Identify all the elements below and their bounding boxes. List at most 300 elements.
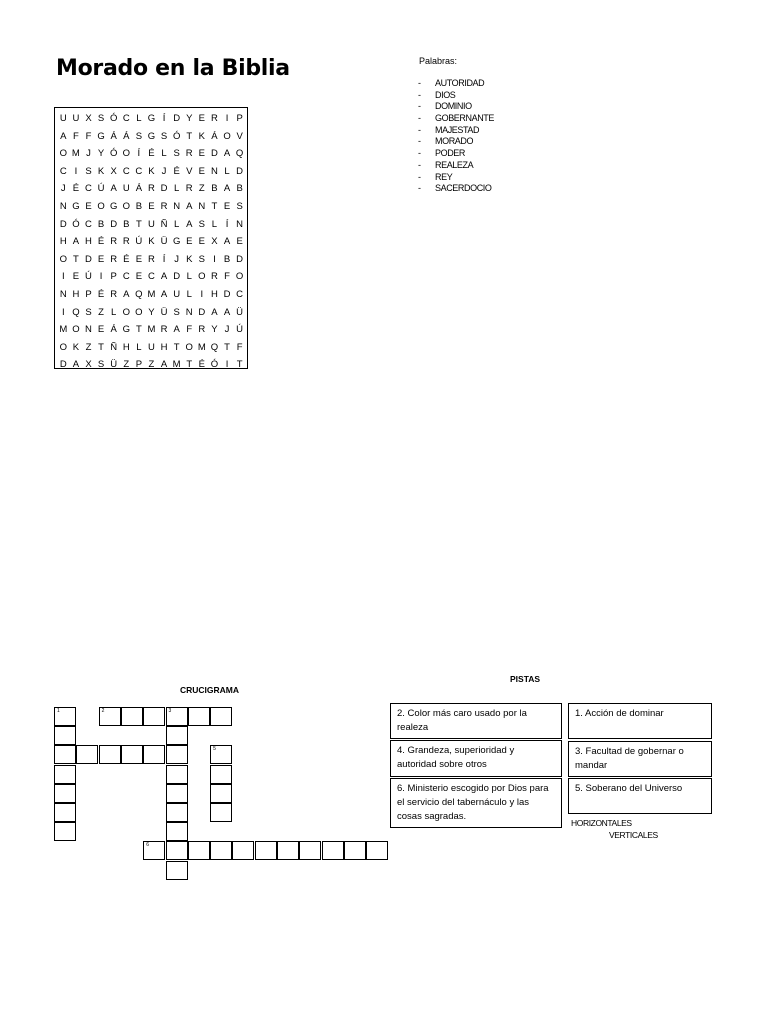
word-search-letter: E — [97, 253, 105, 265]
word-search-letter: P — [85, 288, 92, 300]
word-search-letter: X — [85, 359, 92, 371]
crossword-cell[interactable] — [210, 803, 232, 822]
word-search-letter: O — [59, 341, 67, 353]
crossword-cell[interactable] — [99, 745, 121, 764]
word-search-letter: Ú — [236, 324, 244, 336]
word-search-letter: Q — [72, 306, 80, 318]
word-search-letter: K — [72, 341, 80, 353]
word-search-letter: G — [147, 113, 156, 124]
word-search-letter: M — [147, 324, 156, 336]
word-search-letter: Ü — [160, 236, 168, 248]
word-search-letter: G — [72, 200, 80, 212]
word-search-letter: É — [97, 288, 105, 300]
word-search-letter: P — [110, 271, 117, 283]
word-search-letter: K — [148, 236, 155, 248]
word-search-letter: I — [213, 253, 216, 265]
word-search-letter: L — [186, 288, 192, 300]
word-search-letter: T — [72, 253, 79, 265]
crossword-cell[interactable] — [322, 841, 344, 860]
crossword-cell[interactable] — [166, 861, 188, 880]
word-search-letter: P — [135, 359, 143, 371]
word-search-letter: Q — [135, 288, 143, 300]
word-search-letter: C — [122, 271, 130, 283]
crossword-cell[interactable] — [54, 822, 76, 841]
word-search-letter: A — [160, 271, 168, 283]
crossword-cell[interactable] — [54, 707, 76, 726]
word-search-letter: C — [85, 218, 92, 230]
crossword-clue-number: 1 — [57, 708, 60, 714]
crossword-cell[interactable] — [54, 726, 76, 745]
word-list-word: DIOS — [435, 89, 456, 100]
word-search-letter: D — [236, 253, 244, 265]
crossword-cell[interactable] — [121, 707, 143, 726]
word-search-letter: A — [223, 148, 231, 160]
word-search-letter: B — [211, 183, 218, 195]
word-list-item — [418, 78, 494, 90]
word-search-letter: A — [186, 200, 193, 212]
word-list-word: SACERDOCIO — [435, 183, 492, 194]
word-search-letter: O — [223, 130, 231, 142]
word-search-letter: F — [236, 341, 243, 353]
word-list-word: AUTORIDAD — [435, 78, 485, 88]
word-search-letter: Ú — [85, 271, 92, 283]
word-search-letter: J — [161, 165, 167, 177]
word-search-letter: J — [86, 148, 91, 160]
word-search-row — [57, 163, 247, 181]
word-search-letter: A — [72, 359, 80, 371]
word-search-letter: S — [135, 130, 143, 142]
word-search-letter: N — [198, 200, 206, 212]
word-search-row — [57, 339, 247, 357]
word-search-letter: Í — [162, 253, 166, 265]
word-search-letter: T — [236, 359, 243, 371]
bullet-dash: - — [418, 159, 421, 170]
word-search-letter: D — [160, 183, 168, 195]
word-search-letter: F — [224, 271, 230, 283]
word-search-letter: Á — [110, 324, 117, 336]
crossword-cell[interactable] — [166, 784, 188, 803]
word-search-letter: A — [160, 359, 168, 371]
word-search-letter: I — [61, 271, 65, 283]
word-search-letter: B — [236, 183, 243, 195]
word-search-letter: D — [236, 165, 244, 177]
word-search-letter: U — [122, 183, 130, 195]
horizontal-label: HORIZONTALES — [571, 818, 632, 828]
crossword-cell[interactable] — [143, 841, 165, 860]
word-search-letter: R — [210, 271, 218, 283]
word-search-letter: S — [236, 200, 243, 212]
word-search-letter: N — [85, 324, 92, 336]
crossword-cell[interactable] — [166, 841, 188, 860]
word-search-letter: F — [186, 324, 193, 336]
word-search-letter: T — [173, 341, 180, 353]
word-search-letter: T — [186, 359, 193, 371]
word-search-letter: E — [236, 236, 243, 248]
crossword-title: CRUCIGRAMA — [180, 685, 240, 695]
word-search-letter: J — [174, 253, 180, 265]
word-search-row — [57, 321, 247, 339]
word-search-letter: M — [197, 341, 206, 353]
word-search-letter: U — [148, 218, 155, 230]
bullet-dash: - — [418, 136, 421, 147]
word-search-letter: E — [85, 200, 92, 212]
crossword-cell[interactable] — [188, 707, 210, 726]
word-search-letter: Z — [123, 359, 130, 371]
crossword-cell[interactable] — [210, 841, 232, 860]
word-search-letter: É — [123, 253, 130, 265]
word-search-letter: F — [85, 130, 92, 142]
crossword-cell[interactable] — [166, 822, 188, 841]
word-search-letter: Y — [148, 306, 155, 318]
word-search-letter: R — [148, 253, 155, 265]
bullet-dash: - — [418, 89, 421, 100]
word-search-letter: R — [160, 200, 168, 212]
vertical-label: VERTICALES — [609, 830, 658, 840]
crossword-cell[interactable] — [54, 803, 76, 822]
word-search-letter: R — [110, 253, 118, 265]
word-list-item — [418, 136, 494, 148]
clues-title: PISTAS — [510, 674, 541, 684]
word-search-letter: M — [71, 148, 80, 160]
word-search-letter: N — [59, 200, 67, 212]
word-search-letter: Ñ — [160, 218, 168, 230]
word-search-letter: E — [198, 113, 205, 124]
word-search-letter: É — [72, 183, 80, 195]
word-search-letter: Ú — [135, 236, 143, 248]
word-search-letter: K — [198, 130, 205, 142]
word-search-letter: E — [198, 148, 205, 160]
word-search-letter: A — [110, 183, 117, 195]
word-search-letter: Q — [235, 148, 244, 160]
word-search-letter: H — [72, 288, 80, 300]
word-search-letter: Í — [162, 113, 166, 124]
word-search-letter: Z — [98, 306, 104, 318]
word-search-letter: U — [173, 288, 181, 300]
word-search-letter: A — [223, 236, 231, 248]
word-search-letter: J — [224, 324, 230, 336]
word-search-letter: C — [122, 165, 130, 177]
word-search-letter: S — [173, 148, 180, 160]
word-search-letter: O — [122, 306, 130, 318]
word-search-letter: L — [173, 183, 180, 195]
word-list-word: REY — [435, 171, 453, 182]
word-search-letter: O — [59, 148, 67, 160]
word-search-letter: X — [211, 236, 218, 248]
word-search-letter: I — [99, 271, 103, 283]
word-search-letter: N — [59, 288, 67, 300]
word-search-letter: Y — [186, 113, 193, 124]
word-search-letter: E — [223, 200, 231, 212]
word-search-letter: H — [122, 341, 130, 353]
word-search-letter: D — [173, 271, 181, 283]
word-search-letter: A — [173, 324, 180, 336]
word-search-letter: E — [198, 236, 205, 248]
word-search-letter: B — [135, 200, 143, 212]
word-search-letter: T — [211, 200, 218, 212]
word-search-letter: D — [198, 306, 206, 318]
word-list-item — [418, 148, 494, 160]
crossword-cell[interactable] — [210, 745, 232, 764]
crossword-cell[interactable] — [210, 707, 232, 726]
bullet-dash: - — [418, 78, 421, 88]
word-search-letter: Á — [110, 130, 117, 142]
word-search-row — [57, 145, 247, 163]
word-search-row — [57, 180, 247, 198]
crossword-clue-number: 5 — [213, 746, 216, 753]
clue-box: 5. Soberano del Universo — [568, 778, 712, 814]
word-search-letter: Ñ — [110, 341, 118, 353]
word-list — [418, 56, 494, 195]
word-list-item — [418, 90, 494, 102]
crossword-clue-number: 2 — [101, 708, 105, 714]
crossword-cell[interactable] — [99, 707, 121, 726]
crossword-cell[interactable] — [366, 841, 388, 860]
word-search-letter: K — [148, 165, 155, 177]
crossword-cell[interactable] — [54, 765, 76, 784]
crossword-cell[interactable] — [210, 765, 232, 784]
word-search-letter: S — [85, 165, 92, 177]
word-list-item — [418, 172, 494, 184]
word-search-letter: C — [59, 165, 67, 177]
word-search-letter: I — [200, 288, 204, 300]
crossword-cell[interactable] — [166, 745, 188, 764]
word-search-letter: Á — [123, 130, 130, 142]
crossword-cell[interactable] — [54, 745, 76, 764]
clue-box: 1. Acción de dominar — [568, 703, 712, 739]
word-search-letter: R — [198, 324, 206, 336]
word-search-letter: C — [236, 288, 244, 300]
word-search-letter: D — [210, 148, 218, 160]
word-search-letter: Ü — [236, 306, 244, 318]
word-search-letter: L — [161, 148, 167, 160]
word-search-letter: C — [135, 165, 143, 177]
word-search-letter: B — [123, 218, 130, 230]
word-search-letter: Ó — [109, 113, 118, 124]
word-search-letter: H — [59, 236, 67, 248]
word-search-letter: Á — [135, 183, 143, 195]
word-list-items — [418, 78, 494, 195]
crossword-cell[interactable] — [277, 841, 299, 860]
clue-box: 3. Facultad de gobernar o mandar — [568, 741, 712, 777]
word-search-letter: O — [185, 341, 193, 353]
word-search-letter: K — [97, 165, 105, 177]
crossword-cell[interactable] — [143, 745, 165, 764]
word-search-letter: Ó — [210, 359, 219, 371]
word-search-letter: U — [59, 113, 67, 124]
word-search-letter: A — [223, 183, 231, 195]
word-search-letter: T — [135, 324, 142, 336]
word-search-letter: C — [148, 271, 155, 283]
word-search-letter: D — [59, 218, 67, 230]
word-search-letter: A — [186, 218, 193, 230]
word-search-letter: M — [59, 324, 68, 336]
crossword-cell[interactable] — [76, 745, 98, 764]
word-search-letter: Y — [211, 324, 218, 336]
word-search-letter: E — [135, 253, 143, 265]
word-search-letter: R — [148, 183, 155, 195]
crossword-cell[interactable] — [166, 803, 188, 822]
word-search-letter: L — [111, 306, 117, 318]
word-search-letter: R — [122, 236, 130, 248]
word-search-letter: Í — [225, 218, 229, 230]
crossword-cell[interactable] — [255, 841, 277, 860]
word-search-letter: E — [135, 271, 143, 283]
word-search-letter: Í — [137, 148, 141, 160]
word-search-letter: D — [85, 253, 92, 265]
word-search-letter: I — [61, 306, 65, 318]
word-search-row — [57, 304, 247, 322]
word-search-letter: S — [198, 253, 205, 265]
word-search-letter: C — [122, 113, 130, 124]
word-search-letter: L — [211, 218, 218, 230]
word-search-letter: G — [97, 130, 105, 142]
word-search-letter: L — [136, 113, 142, 124]
word-search-row — [57, 356, 247, 374]
word-list-word: MORADO — [435, 136, 474, 147]
word-search-letter: É — [148, 148, 155, 160]
word-search-letter: N — [185, 306, 193, 318]
word-list-word: REALEZA — [435, 159, 474, 170]
crossword-clue-number: 6 — [146, 842, 149, 849]
word-search-row — [57, 128, 247, 146]
word-search-letter: B — [97, 218, 105, 230]
word-search-letter: E — [186, 236, 193, 248]
word-search-letter: O — [122, 148, 130, 160]
word-list-word: GOBERNANTE — [435, 113, 495, 124]
word-search-letter: R — [185, 183, 193, 195]
crossword-cell[interactable] — [166, 726, 188, 745]
crossword-cell[interactable] — [166, 765, 188, 784]
crossword-cell[interactable] — [299, 841, 321, 860]
crossword-cell[interactable] — [54, 784, 76, 803]
word-search-letter: X — [110, 165, 117, 177]
word-search-letter: S — [97, 113, 105, 124]
word-search-letter: Á — [211, 130, 218, 142]
crossword-cell[interactable] — [344, 841, 366, 860]
crossword-cell[interactable] — [166, 707, 188, 726]
bullet-dash: - — [418, 113, 421, 124]
word-search-letter: Ü — [110, 359, 118, 371]
word-search-letter: L — [136, 341, 142, 353]
clue-box: 6. Ministerio escogido por Dios para el servicio del tabernáculo y las cosas sagradas. — [390, 778, 562, 828]
word-search-letter: H — [85, 236, 92, 248]
bullet-dash: - — [418, 101, 421, 112]
word-search-letter: Ó — [109, 148, 118, 160]
word-search-letter: C — [85, 183, 92, 195]
word-search-letter: S — [198, 218, 205, 230]
word-search-letter: T — [135, 218, 142, 230]
word-search-letter: O — [97, 200, 105, 212]
word-search-letter: A — [160, 288, 168, 300]
word-search-letter: Q — [210, 341, 219, 353]
word-search-letter: N — [173, 200, 181, 212]
clue-box: 4. Grandeza, superioridad y autoridad sobre otros — [390, 740, 562, 777]
bullet-dash: - — [418, 148, 421, 159]
word-search-letter: T — [224, 341, 230, 353]
word-list-item — [418, 160, 494, 172]
word-search-letter: É — [97, 236, 105, 248]
word-search-letter: R — [110, 236, 118, 248]
bullet-dash: - — [418, 171, 421, 182]
word-search-letter: O — [135, 306, 143, 318]
word-search-letter: É — [198, 359, 205, 371]
word-search-letter: A — [72, 236, 80, 248]
word-search-letter: M — [147, 288, 156, 300]
word-search-letter: Z — [148, 359, 155, 371]
word-search-letter: T — [186, 130, 193, 142]
word-search-letter: A — [223, 306, 231, 318]
word-search-letter: J — [60, 183, 66, 195]
word-search-letter: P — [236, 113, 243, 124]
crossword-cell[interactable] — [188, 841, 210, 860]
word-search-letter: N — [210, 165, 218, 177]
word-search-letter: Ü — [160, 306, 168, 318]
word-search-letter: S — [173, 306, 180, 318]
word-search-row — [57, 251, 247, 269]
word-search-letter: E — [198, 165, 205, 177]
word-search-row — [57, 233, 247, 251]
crossword-cell[interactable] — [121, 745, 143, 764]
crossword-cell[interactable] — [210, 784, 232, 803]
word-search-letter: N — [236, 218, 244, 230]
crossword-cell[interactable] — [143, 707, 165, 726]
word-search-letter: E — [148, 200, 155, 212]
word-search-row — [57, 198, 247, 216]
word-search-letter: S — [97, 359, 105, 371]
word-list-word: PODER — [435, 148, 466, 159]
word-search-letter: V — [236, 130, 243, 142]
word-search-letter: U — [148, 341, 155, 353]
word-search-letter: Y — [97, 148, 105, 160]
word-list-item — [418, 125, 494, 137]
word-search-letter: O — [198, 271, 206, 283]
word-search-letter: S — [160, 130, 168, 142]
word-list-item — [418, 183, 494, 195]
word-search-letter: S — [85, 306, 92, 318]
word-search-letter: H — [210, 288, 218, 300]
word-search-letter: O — [122, 200, 130, 212]
word-list-word: MAJESTAD — [435, 124, 480, 135]
word-search-letter: R — [210, 113, 218, 124]
bullet-dash: - — [418, 124, 421, 135]
word-search-letter: R — [110, 288, 118, 300]
word-search-letter: L — [173, 218, 180, 230]
word-search-grid — [54, 107, 248, 369]
word-search-letter: R — [185, 148, 193, 160]
word-search-letter: L — [186, 271, 192, 283]
word-search-letter: Ó — [72, 218, 80, 230]
word-search-letter: M — [172, 359, 181, 371]
word-search-row — [57, 110, 247, 128]
word-search-letter: A — [211, 306, 218, 318]
word-search-letter: G — [172, 236, 181, 248]
word-search-letter: I — [74, 165, 78, 177]
word-search-letter: F — [72, 130, 79, 142]
word-search-row — [57, 268, 247, 286]
word-search-letter: Ó — [172, 130, 181, 142]
word-search-letter: D — [110, 218, 118, 230]
word-search-letter: X — [85, 113, 92, 124]
word-search-letter: U — [72, 113, 80, 124]
crossword-cell[interactable] — [232, 841, 254, 860]
word-search-letter: A — [123, 288, 130, 300]
word-search-letter: Z — [198, 183, 205, 195]
word-search-letter: Ú — [97, 183, 105, 195]
crossword-clue-number: 3 — [168, 708, 172, 714]
page-title: Morado en la Biblia — [56, 56, 290, 81]
word-search-letter: Z — [85, 341, 92, 353]
word-search-letter: T — [98, 341, 104, 353]
